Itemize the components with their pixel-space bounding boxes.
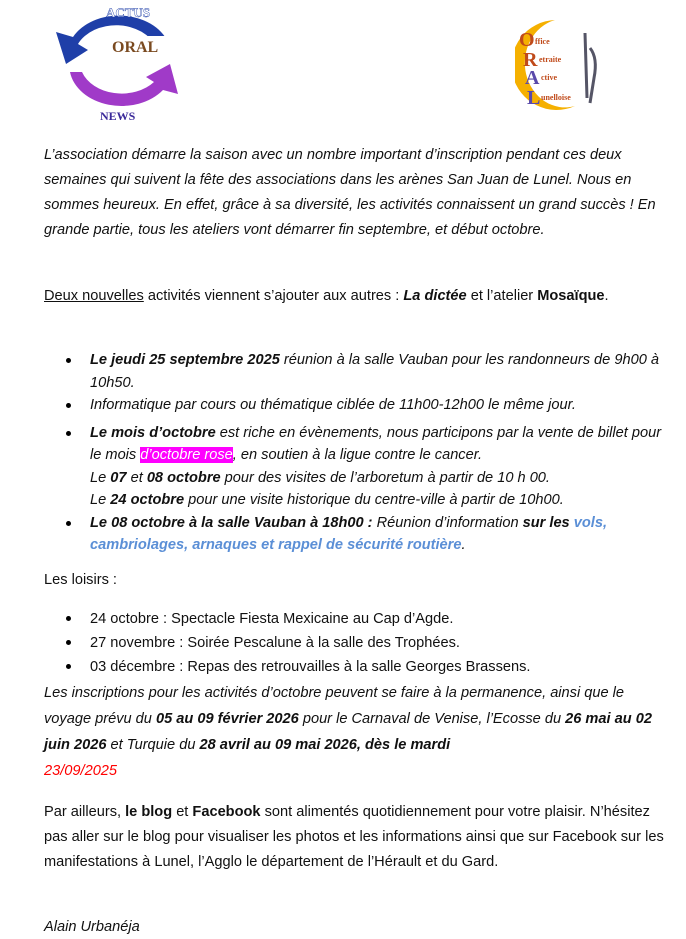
p3-b: 05 au 09 février 2026 — [155, 711, 299, 727]
svg-text:ACTUS: ACTUS — [106, 5, 151, 20]
p2-c: La dictée — [403, 288, 467, 304]
svg-text:NEWS: NEWS — [100, 109, 136, 123]
b3-k: 24 octobre — [110, 492, 185, 508]
list-item — [44, 512, 669, 557]
actus-oral-news-logo — [48, 2, 188, 124]
p2-a: Deux nouvelles — [44, 288, 144, 304]
svg-text:unelloise: unelloise — [541, 93, 571, 102]
svg-text:ffice: ffice — [535, 37, 550, 46]
registration-paragraph — [44, 680, 669, 784]
b3-a: Le mois d’octobre — [90, 424, 216, 441]
svg-text:etraite: etraite — [539, 55, 562, 64]
signature: Alain Urbanéja — [44, 919, 140, 935]
svg-text:A: A — [525, 67, 540, 89]
p4-b: le blog — [125, 804, 173, 820]
svg-text:ctive: ctive — [541, 73, 557, 82]
list-item: 27 novembre : Soirée Pescalune à la salle des Trophées. — [44, 631, 669, 655]
list-item — [44, 349, 669, 394]
p4-c: et — [172, 804, 193, 820]
new-activities-paragraph — [44, 284, 669, 309]
b3-d: , en soutien à la ligue contre le cancer. — [232, 447, 483, 463]
b3-j: Le — [90, 492, 111, 508]
b4-a: Le 08 octobre à la salle Vauban à 18h00 : — [90, 514, 373, 531]
b3-i: pour des visites de l’arboretum à partir de 10 h 00. — [220, 469, 550, 486]
list-item — [44, 422, 669, 512]
octobre-rose-highlight: d’octobre rose — [140, 447, 233, 463]
p2-f: . — [604, 288, 609, 304]
p4-e: sont alimentés quotidiennement pour votre plaisir. N’hésitez pas aller sur le blog pour visualiser les photos et les informations ainsi que sur Facebook sur les manifestations à Lunel, l’Agglo le département de l’Hérault et du Gard. — [44, 804, 664, 870]
b3-g: et — [126, 469, 147, 486]
p4-d: Facebook — [192, 804, 261, 820]
b3-h: 08 octobre — [146, 469, 221, 486]
p4-a: Par ailleurs, — [44, 804, 126, 820]
svg-text:L: L — [527, 87, 541, 109]
b3-l: pour une visite historique du centre-ville à partir de 10h00. — [184, 492, 564, 508]
loisirs-title: Les loisirs : — [44, 572, 117, 588]
p3-e: et Turquie du — [106, 737, 200, 753]
p3-d: 26 mai au 02 juin 2026 — [44, 711, 652, 753]
p3-a: Les inscriptions pour les activités d’octobre peuvent se faire à la permanence, ainsi que le voyage prévu du — [44, 685, 625, 727]
p3-c: pour le Carnaval de Venise, l’Ecosse du — [298, 711, 566, 727]
list-item: 03 décembre : Repas des retrouvailles à la salle Georges Brassens. — [44, 655, 669, 679]
blog-paragraph — [44, 800, 669, 875]
svg-text:ORAL: ORAL — [112, 39, 159, 56]
b4-e: . — [461, 537, 466, 553]
oral-lunel-logo — [515, 18, 610, 110]
b3-f: 07 — [110, 469, 127, 486]
list-item: 24 octobre : Spectacle Fiesta Mexicaine au Cap d’Agde. — [44, 607, 669, 631]
p2-e: Mosaïque — [537, 288, 605, 304]
b3-b: est riche en évènements, nous participons par la vente de billet pour le mois — [90, 424, 662, 463]
b4-c: sur les — [522, 514, 570, 531]
p2-d: et l’atelier — [466, 288, 538, 304]
b4-b: Réunion d’information — [372, 514, 523, 531]
b1-a: Le jeudi 25 septembre 2025 — [90, 352, 280, 368]
loisirs-list — [44, 607, 669, 679]
list-item: Informatique par cours ou thématique ciblée de 11h00-12h00 le même jour. — [44, 394, 669, 417]
svg-text:R: R — [523, 49, 538, 71]
intro-paragraph: L’association démarre la saison avec un nombre important d’inscription pendant ces deux semaines qui suivent la fête des associations dans les arènes San Juan de Lunel. Nous en sommes heureux. En effet, grâce à sa diversité, les activités connaissent un grand succès ! En grande partie, tous les ateliers vont démarrer fin septembre, et début octobre. — [44, 147, 656, 238]
p2-b: activités viennent s’ajouter aux autres : — [143, 288, 404, 304]
events-list — [44, 349, 669, 557]
b4-d: vols, cambriolages, arnaques et rappel de sécurité routière — [90, 514, 607, 553]
p3-f: 28 avril au 09 mai 2026, dès le mardi — [199, 737, 451, 753]
svg-text:O: O — [519, 29, 535, 51]
b1-b: réunion à la salle Vauban pour les randonneurs de 9h00 à 10h50. — [90, 352, 659, 391]
start-date: 23/09/2025 — [44, 763, 118, 779]
b3-e: Le — [90, 469, 111, 486]
